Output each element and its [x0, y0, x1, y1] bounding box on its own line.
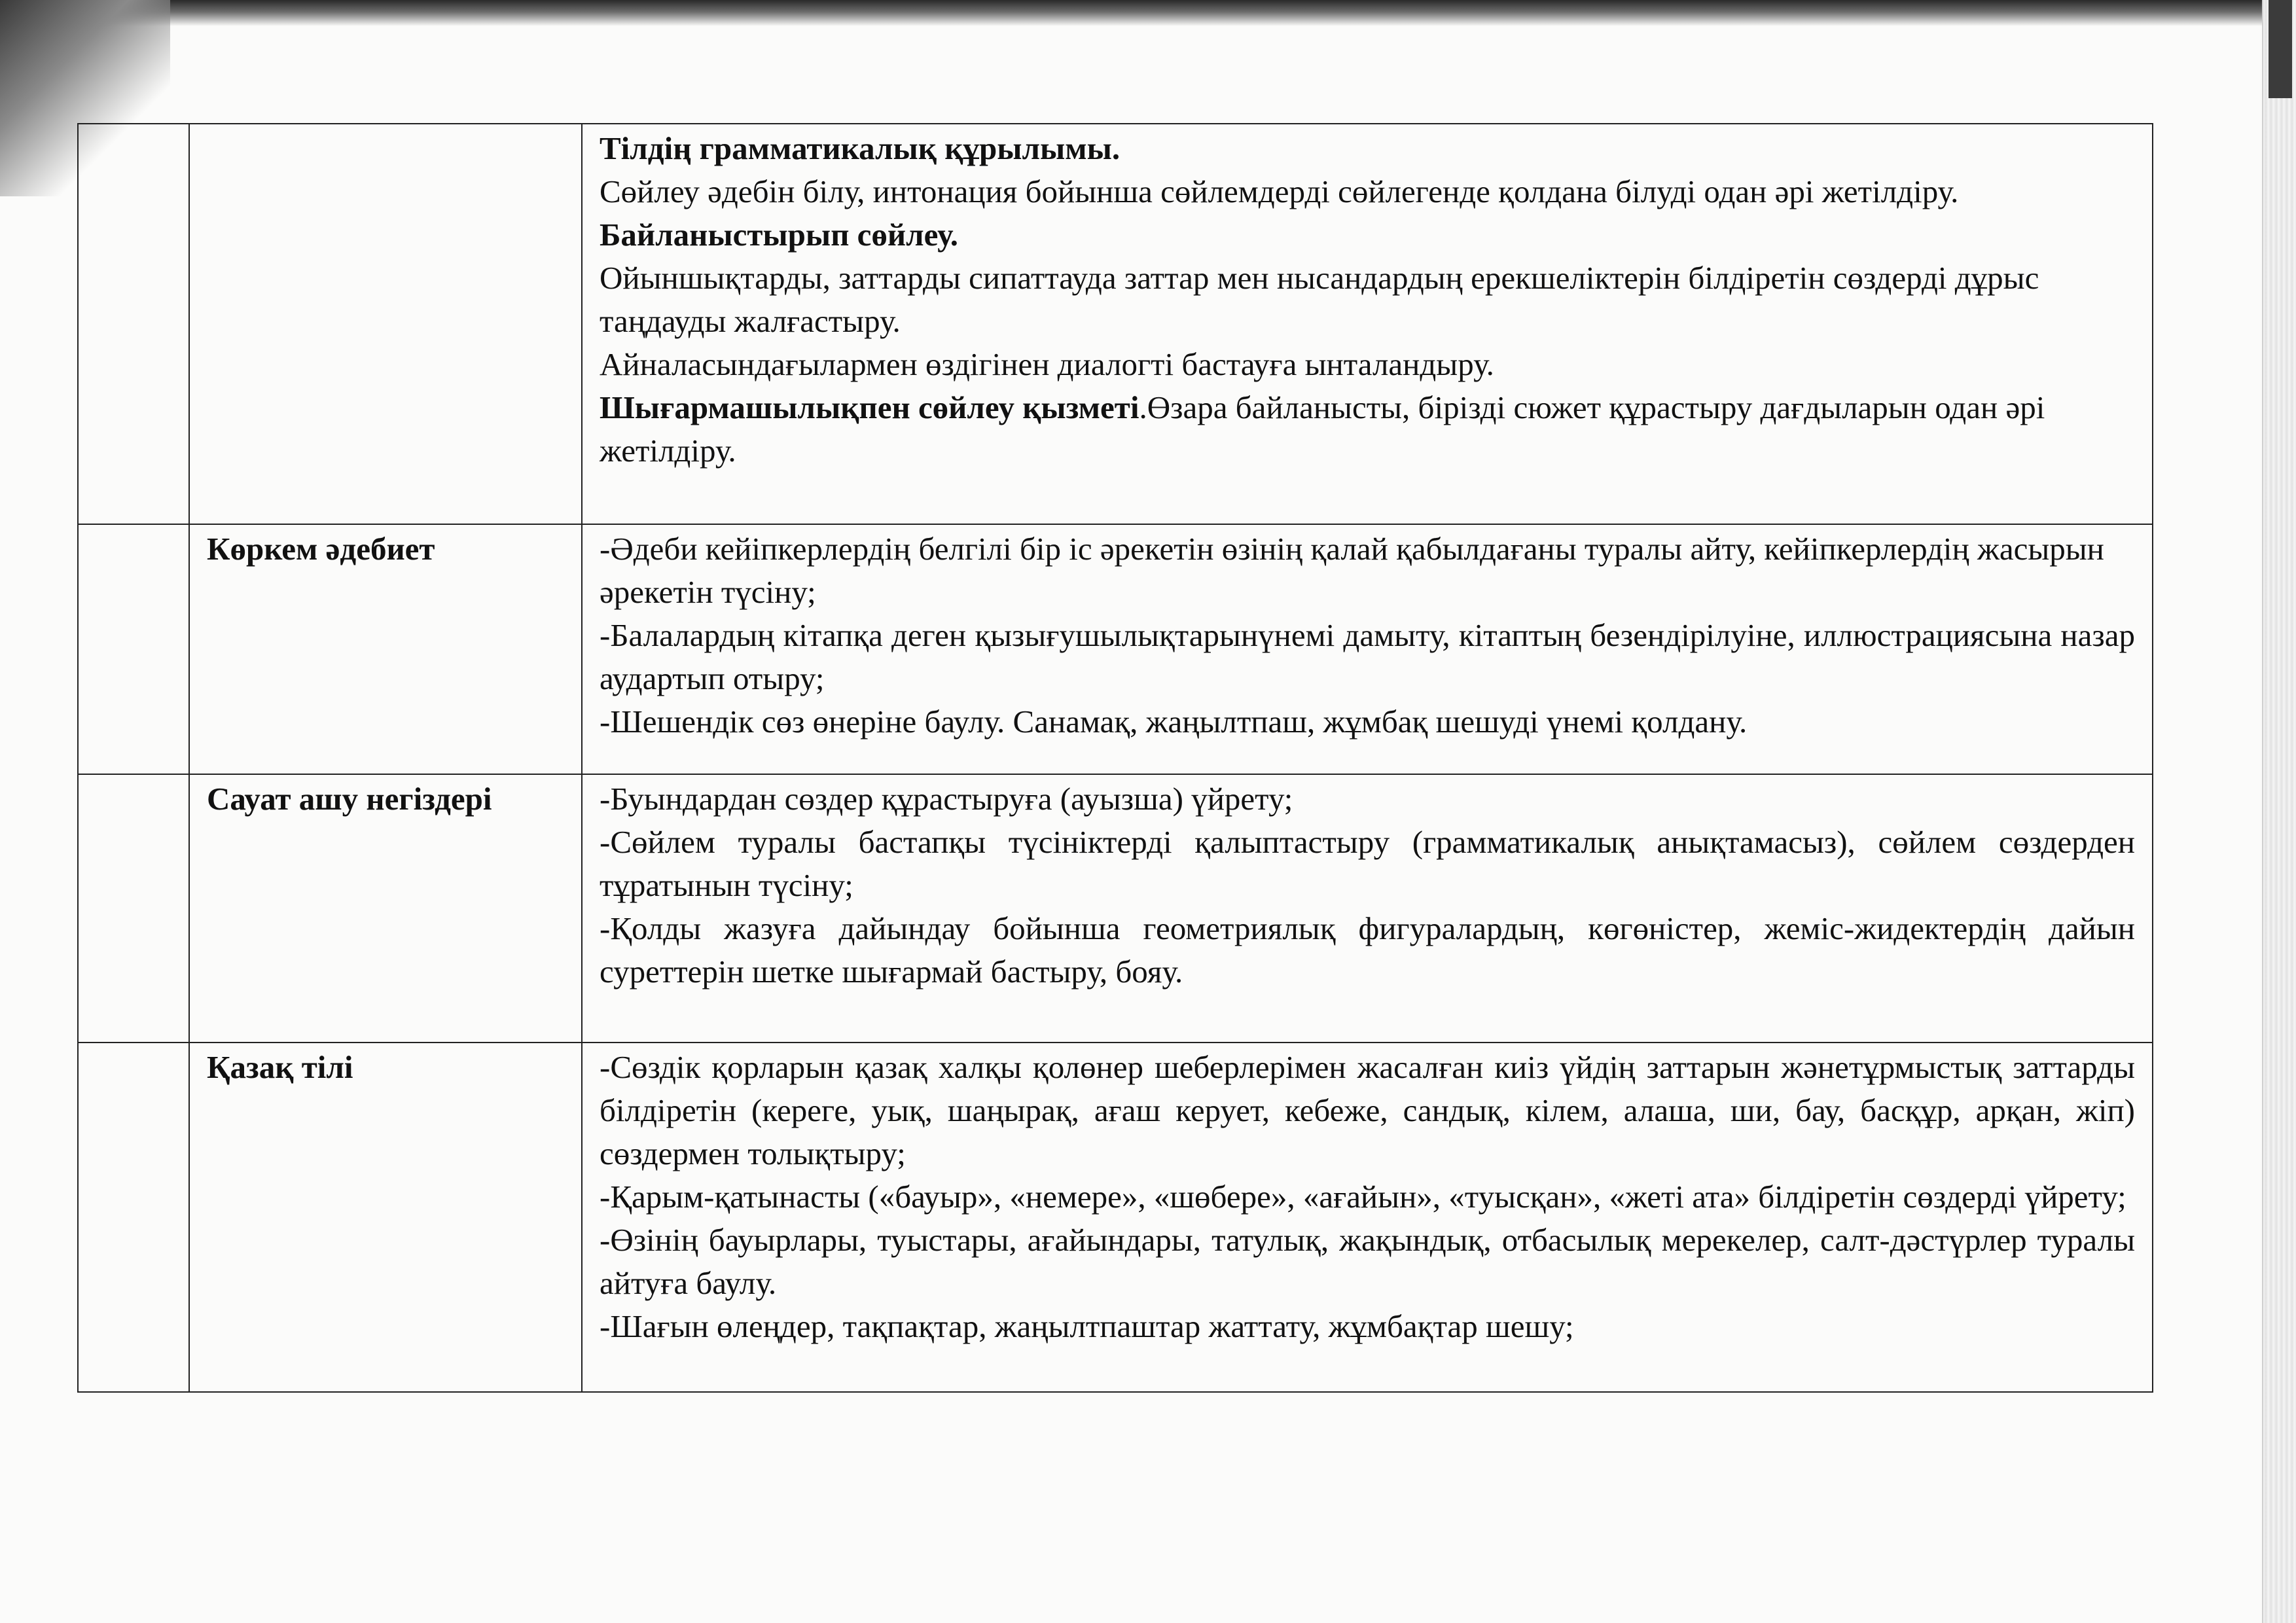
content-line: -Балалардың кітапқа деген қызығушылықтарынүнемі дамыту, кітаптың безендірілуіне, иллюстрациясына назар аудартып отыру;: [600, 617, 2135, 696]
subject-cell: Сауат ашу негіздері: [189, 774, 582, 1043]
content-cell: [582, 1043, 2153, 1392]
subject-cell: Көркем әдебиет: [189, 524, 582, 774]
content-line: -Шағын өлеңдер, тақпақтар, жаңылтпаштар жаттату, жұмбақтар шешу;: [600, 1308, 1574, 1344]
index-cell: [78, 1043, 189, 1392]
subject-cell: [189, 124, 582, 524]
content-line: -Өзінің бауырлары, туыстары, ағайындары, татулық, жақындық, отбасылық мерекелер, салт-дәстүрлер туралы айтуға баулу.: [600, 1222, 2135, 1301]
content-line: Тілдің грамматикалық құрылымы.: [600, 130, 1121, 166]
table-row: [78, 524, 2153, 774]
scan-shadow-top: [0, 0, 2296, 26]
content-line: -Сөйлем туралы бастапқы түсініктерді қалыптастыру (грамматикалық анықтамасыз), сөйлем сөздерден тұратынын түсіну;: [600, 824, 2135, 903]
content-line: -Әдеби кейіпкерлердің белгілі бір іс әрекетін өзінің қалай қабылдағаны туралы айту, кейіпкерлердің жасырын әрекетін түсіну;: [600, 531, 2104, 610]
content-line: -Қолды жазуға дайындау бойынша геометриялық фигуралардың, көгөністер, жеміс-жидектердің дайын суреттерін шетке шығармай бастыру, бояу.: [600, 910, 2135, 990]
content-line: -Буындардан сөздер құрастыруға (ауызша) үйрету;: [600, 781, 1293, 817]
table-row: [78, 124, 2153, 524]
page-edge-stack: [2262, 0, 2296, 1623]
index-cell: [78, 524, 189, 774]
content-cell: [582, 524, 2153, 774]
table-row: [78, 774, 2153, 1043]
content-line: Айналасындағылармен өздігінен диалогті бастауға ынталандыру.: [600, 346, 1494, 382]
content-line: -Қарым-қатынасты («бауыр», «немере», «шөбере», «ағайын», «туысқан», «жеті ата» білдіретін сөздерді үйрету;: [600, 1179, 2126, 1215]
subject-cell: Қазақ тілі: [189, 1043, 582, 1392]
content-cell: [582, 774, 2153, 1043]
content-line: Байланыстырып сөйлеу.: [600, 217, 959, 253]
table-row: [78, 1043, 2153, 1392]
curriculum-table: [77, 123, 2153, 1393]
content-line: -Сөздік қорларын қазақ халқы қолөнер шеберлерімен жасалған киіз үйдің заттарын жәнетұрмыстық заттарды білдіретін (кереге, уық, шаңырақ, ағаш керует, кебеже, сандық, кілем, алаша, ши, бау, басқұр, арқан, жіп) сөздермен толықтыру;: [600, 1049, 2135, 1171]
content-cell: [582, 124, 2153, 524]
content-line: -Шешендік сөз өнеріне баулу. Санамақ, жаңылтпаш, жұмбақ шешуді үнемі қолдану.: [600, 704, 1748, 740]
content-line: Ойыншықтарды, заттарды сипаттауда заттар мен нысандардың ерекшеліктерін білдіретін сөздерді дұрыс таңдауды жалғастыру.: [600, 260, 2039, 339]
index-cell: [78, 774, 189, 1043]
content-line: Сөйлеу әдебін білу, интонация бойынша сөйлемдерді сөйлегенде қолдана білуді одан әрі жетілдіру.: [600, 173, 1959, 209]
content-line: Шығармашылықпен сөйлеу қызметі.Өзара байланысты, бірізді сюжет құрастыру дағдыларын одан әрі жетілдіру.: [600, 389, 2045, 469]
index-cell: [78, 124, 189, 524]
